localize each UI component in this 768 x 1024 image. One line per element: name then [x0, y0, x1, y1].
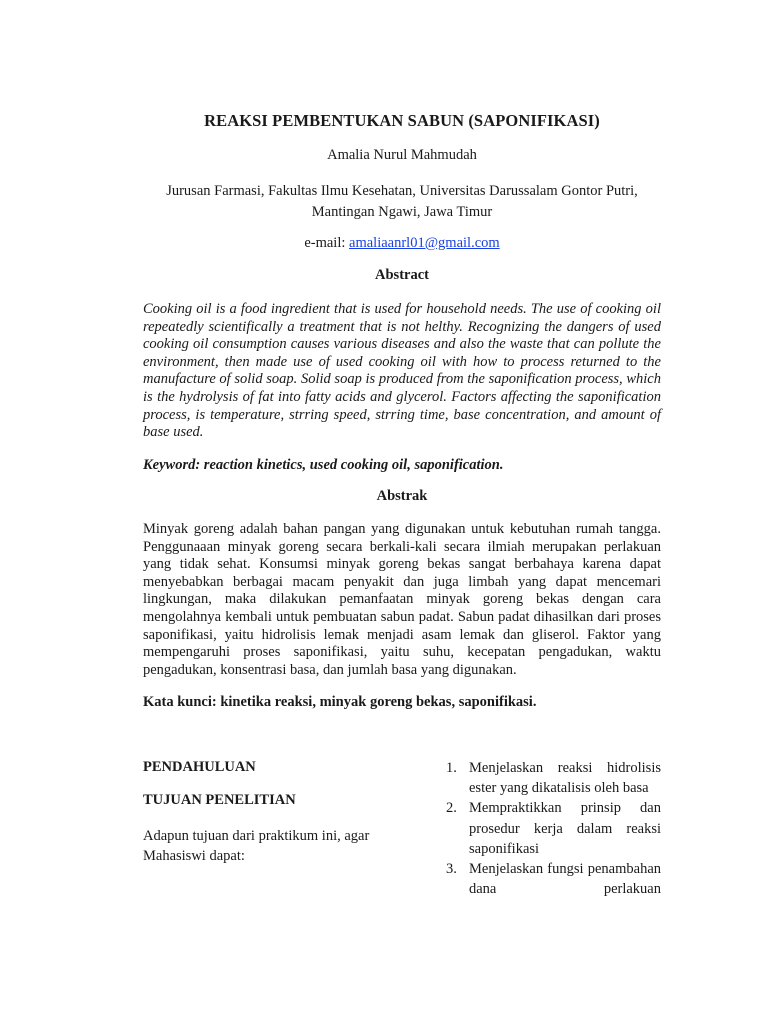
- email-line: [143, 235, 661, 252]
- author-name: Amalia Nurul Mahmudah: [327, 147, 477, 163]
- keywords-indonesian: Kata kunci: kinetika reaksi, minyak goreng bekas, saponifikasi.: [143, 694, 537, 710]
- list-item: [440, 758, 661, 798]
- abstract-text: Cooking oil is a food ingredient that is used for household needs. The use of cooking oil repeatedly scientifically a treatment that is not helthy. Recognizing the dangers of used cooking oil consumption causes various diseases and also the waste that can pollute the environment, then made use of used cooking oil with how to process returned to the manufacture of solid soap. Solid soap is produced from the saponification process, which is the hydrolysis of fat into fatty acids and glycerol. Factors affecting the saponification process, is temperature, strring speed, strring time, base concentration, and amount of base used.: [143, 301, 661, 441]
- section-heading-tujuan: TUJUAN PENELITIAN: [143, 792, 296, 808]
- list-number: 1.: [446, 760, 457, 776]
- affiliation-line-2: Mantingan Ngawi, Jawa Timur: [311, 204, 493, 220]
- list-item-text: Menjelaskan reaksi hidrolisis: [469, 760, 661, 776]
- intro-paragraph: Adapun tujuan dari praktikum ini, agar Mahasiswi dapat:: [143, 828, 370, 864]
- list-item: [440, 859, 661, 899]
- paper-title: REAKSI PEMBENTUKAN SABUN (SAPONIFIKASI): [204, 111, 600, 130]
- list-item: [440, 798, 661, 859]
- list-item-text-end: ester yang dikatalisis oleh basa: [469, 780, 649, 797]
- abstrak-heading: Abstrak: [376, 488, 428, 504]
- abstrak-text: Minyak goreng adalah bahan pangan yang digunakan untuk kebutuhan rumah tangga. Penggunaaan minyak goreng secara berkali-kali secara ilmiah merupakan perlakuan yang tidak sehat. Konsumsi minyak goreng bekas sangat berbahaya karena dapat menyebabkan berbagai macam penyakit dan juga limbah yang dapat mencemari lingkungan, maka dilakukan pemanfaatan minyak goreng bekas dengan cara mengolahnya kembali untuk pembuatan sabun padat. Sabun padat dihasilkan dari proses saponifikasi, yaitu hidrolisis lemak menjadi asam lemak dan gliserol. Faktor yang mempengaruhi proses saponifikasi, yaitu suhu, kecepatan pengadukan, waktu pengadukan, konsentrasi basa, dan jumlah basa yang digunakan.: [143, 521, 661, 678]
- section-heading-pendahuluan: PENDAHULUAN: [143, 759, 256, 775]
- abstract-heading: Abstract: [375, 267, 429, 283]
- list-item-text: Menjelaskan fungsi penambahan dana perlakuan: [469, 861, 661, 898]
- affiliation: [143, 181, 661, 223]
- list-item-text: Mempraktikkan prinsip dan prosedur kerja dalam reaksi: [469, 800, 661, 837]
- objectives-list: [440, 758, 661, 899]
- list-number: 3.: [446, 861, 457, 878]
- list-number: 2.: [446, 800, 457, 817]
- affiliation-line-1: Jurusan Farmasi, Fakultas Ilmu Kesehatan, Universitas Darussalam Gontor Putri,: [166, 183, 638, 199]
- email-link[interactable]: amaliaanrl01@gmail.com: [349, 235, 500, 251]
- list-item-text-end: saponifikasi: [469, 840, 540, 857]
- email-label: e-mail:: [304, 235, 346, 251]
- keywords-english: Keyword: reaction kinetics, used cooking oil, saponification.: [143, 457, 504, 473]
